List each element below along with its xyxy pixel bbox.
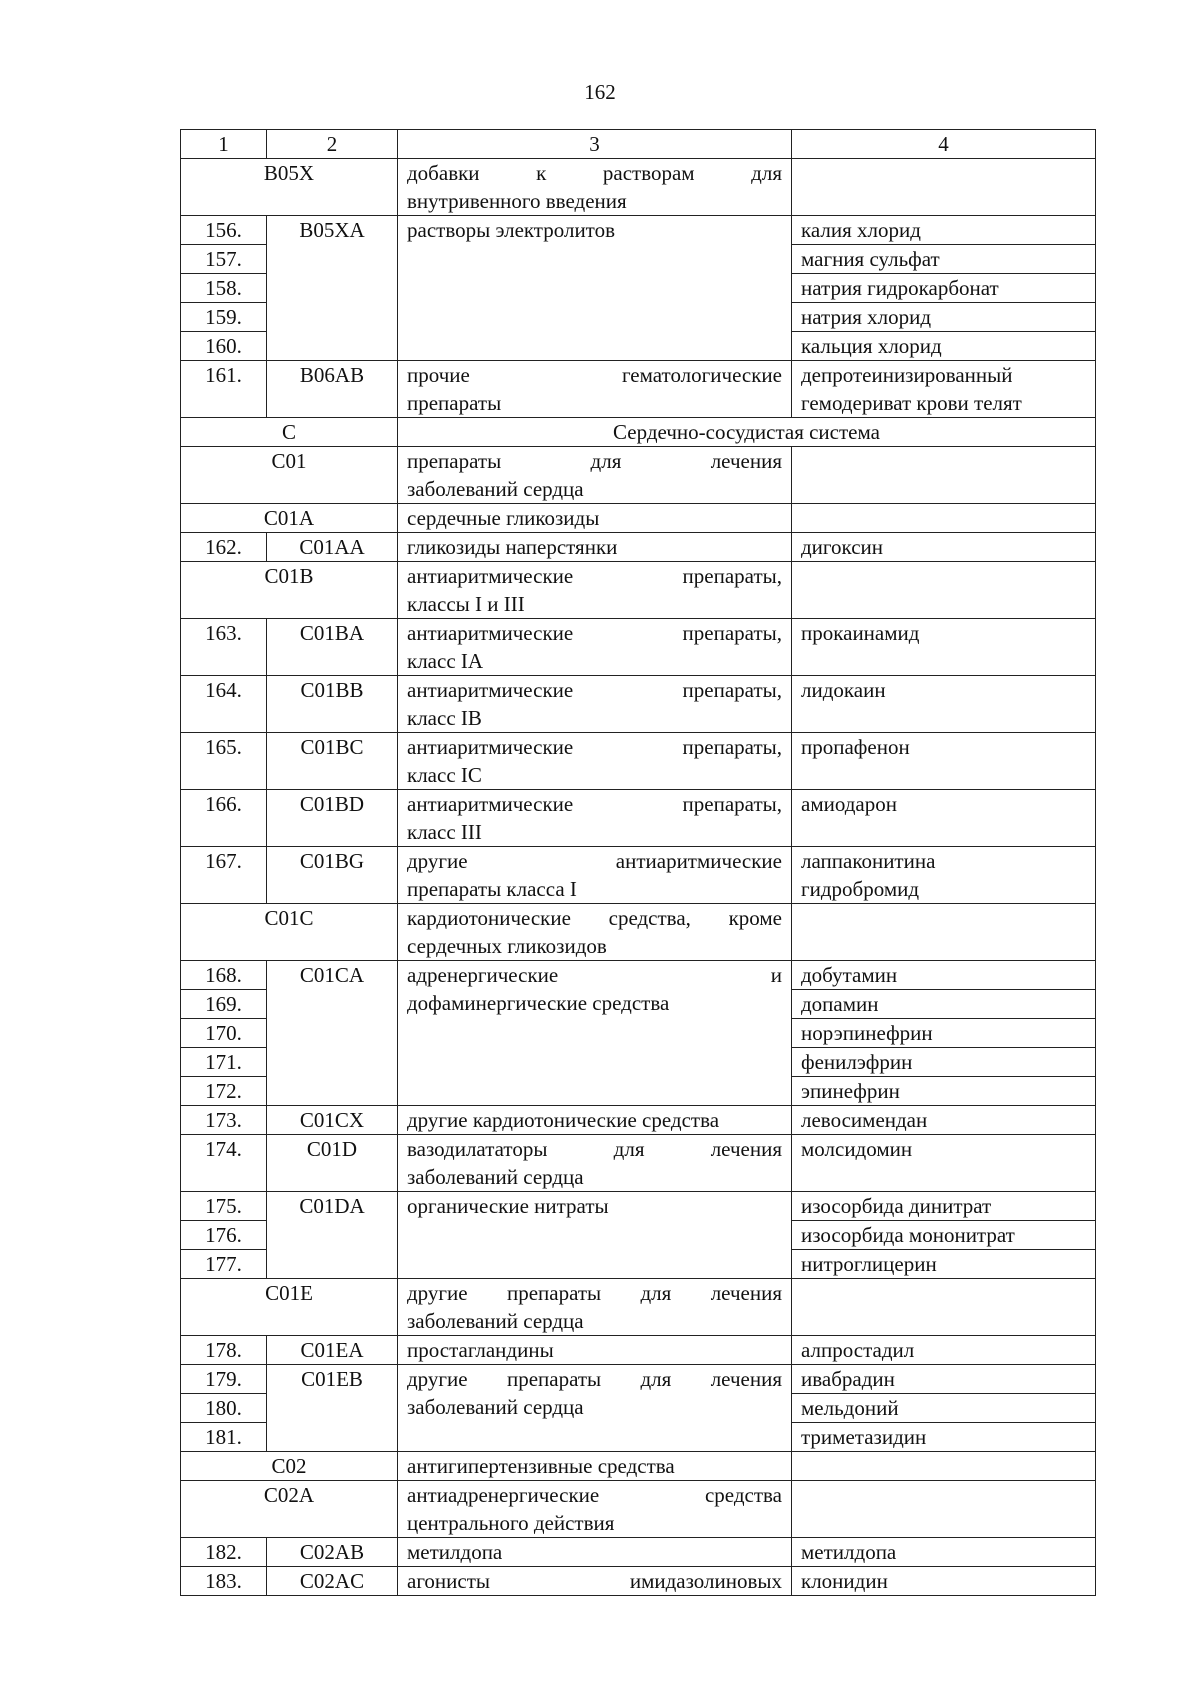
atc-description: антиаритмические препараты, классы I и III: [398, 562, 792, 619]
drug-name: левосимендан: [792, 1106, 1096, 1135]
drug-name: [792, 1452, 1096, 1481]
drug-name: мельдоний: [792, 1394, 1096, 1423]
table-row: [181, 790, 1096, 847]
row-number: 159.: [181, 303, 267, 332]
header-col-1: 1: [181, 130, 267, 159]
table-row: [181, 447, 1096, 504]
table-row: [181, 504, 1096, 533]
drug-name: [792, 904, 1096, 961]
drug-name: депротеинизированный гемодериват крови телят: [792, 361, 1096, 418]
row-number: 173.: [181, 1106, 267, 1135]
atc-description: агонисты имидазолиновых: [398, 1567, 792, 1596]
atc-description: кардиотонические средства, кроме сердечных гликозидов: [398, 904, 792, 961]
atc-description: простагландины: [398, 1336, 792, 1365]
drug-name: [792, 159, 1096, 216]
atc-code: C01BA: [267, 619, 398, 676]
row-number: 157.: [181, 245, 267, 274]
table-row: [181, 533, 1096, 562]
drug-name: [792, 504, 1096, 533]
drug-name: калия хлорид: [792, 216, 1096, 245]
table-row: [181, 1279, 1096, 1336]
row-number: 156.: [181, 216, 267, 245]
drug-name: [792, 1481, 1096, 1538]
drug-name: нитроглицерин: [792, 1250, 1096, 1279]
row-number: 183.: [181, 1567, 267, 1596]
drug-name: кальция хлорид: [792, 332, 1096, 361]
atc-description: антиаритмические препараты, класс III: [398, 790, 792, 847]
table-row: [181, 1365, 1096, 1394]
atc-description: другие препараты для лечения заболеваний сердца: [398, 1365, 792, 1452]
row-number: 161.: [181, 361, 267, 418]
atc-description: антиаритмические препараты, класс IA: [398, 619, 792, 676]
table-row: [181, 676, 1096, 733]
atc-code: C01D: [267, 1135, 398, 1192]
drug-name: дигоксин: [792, 533, 1096, 562]
drug-name: [792, 562, 1096, 619]
atc-code: C02: [181, 1452, 398, 1481]
table-row: [181, 1481, 1096, 1538]
atc-code: C01A: [181, 504, 398, 533]
drug-name: пропафенон: [792, 733, 1096, 790]
table-row: [181, 562, 1096, 619]
drug-name: ивабрадин: [792, 1365, 1096, 1394]
table-row: [181, 1135, 1096, 1192]
atc-description: антиаритмические препараты, класс IB: [398, 676, 792, 733]
atc-code: B06AB: [267, 361, 398, 418]
row-number: 172.: [181, 1077, 267, 1106]
drug-name: клонидин: [792, 1567, 1096, 1596]
drug-name: метилдопа: [792, 1538, 1096, 1567]
row-number: 164.: [181, 676, 267, 733]
header-col-2: 2: [267, 130, 398, 159]
atc-description: другие кардиотонические средства: [398, 1106, 792, 1135]
row-number: 178.: [181, 1336, 267, 1365]
atc-code: C02AC: [267, 1567, 398, 1596]
drug-name: добутамин: [792, 961, 1096, 990]
row-number: 179.: [181, 1365, 267, 1394]
row-number: 166.: [181, 790, 267, 847]
drug-name: [792, 447, 1096, 504]
atc-description: вазодилататоры для лечения заболеваний сердца: [398, 1135, 792, 1192]
atc-description: гликозиды наперстянки: [398, 533, 792, 562]
table-row: [181, 904, 1096, 961]
atc-code: C02AB: [267, 1538, 398, 1567]
atc-description: адренергические и дофаминергические средства: [398, 961, 792, 1106]
atc-description: растворы электролитов: [398, 216, 792, 361]
row-number: 169.: [181, 990, 267, 1019]
row-number: 168.: [181, 961, 267, 990]
table-row: [181, 733, 1096, 790]
row-number: 181.: [181, 1423, 267, 1452]
section-title: Сердечно-сосудистая система: [398, 418, 1096, 447]
drug-name: магния сульфат: [792, 245, 1096, 274]
atc-description: прочие гематологические препараты: [398, 361, 792, 418]
table-row: [181, 847, 1096, 904]
atc-code: B05X: [181, 159, 398, 216]
row-number: 175.: [181, 1192, 267, 1221]
drug-name: изосорбида динитрат: [792, 1192, 1096, 1221]
atc-code: C: [181, 418, 398, 447]
atc-code: C01BB: [267, 676, 398, 733]
drug-name: эпинефрин: [792, 1077, 1096, 1106]
atc-description: антигипертензивные средства: [398, 1452, 792, 1481]
atc-code: C01DA: [267, 1192, 398, 1279]
drug-name: натрия хлорид: [792, 303, 1096, 332]
atc-description: антиадренергические средства центрального действия: [398, 1481, 792, 1538]
header-col-4: 4: [792, 130, 1096, 159]
row-number: 180.: [181, 1394, 267, 1423]
atc-description: антиаритмические препараты, класс IC: [398, 733, 792, 790]
atc-description: препараты для лечения заболеваний сердца: [398, 447, 792, 504]
drug-name: фенилэфрин: [792, 1048, 1096, 1077]
atc-code: C01C: [181, 904, 398, 961]
atc-code: C01EA: [267, 1336, 398, 1365]
row-number: 177.: [181, 1250, 267, 1279]
row-number: 163.: [181, 619, 267, 676]
atc-description: метилдопа: [398, 1538, 792, 1567]
drug-name: лаппаконитина гидробромид: [792, 847, 1096, 904]
row-number: 160.: [181, 332, 267, 361]
atc-code: C01BC: [267, 733, 398, 790]
table-row: [181, 1538, 1096, 1567]
drug-name: норэпинефрин: [792, 1019, 1096, 1048]
drug-name: натрия гидрокарбонат: [792, 274, 1096, 303]
atc-code: C01B: [181, 562, 398, 619]
atc-code: C01BG: [267, 847, 398, 904]
drug-name: прокаинамид: [792, 619, 1096, 676]
table-row: [181, 361, 1096, 418]
drug-name: лидокаин: [792, 676, 1096, 733]
drug-name: алпростадил: [792, 1336, 1096, 1365]
drug-name: амиодарон: [792, 790, 1096, 847]
table-row: [181, 1336, 1096, 1365]
drug-name: [792, 1279, 1096, 1336]
row-number: 171.: [181, 1048, 267, 1077]
drug-name: триметазидин: [792, 1423, 1096, 1452]
table-row: [181, 1567, 1096, 1596]
table-row: [181, 1106, 1096, 1135]
row-number: 174.: [181, 1135, 267, 1192]
atc-code: C01CX: [267, 1106, 398, 1135]
row-number: 162.: [181, 533, 267, 562]
row-number: 176.: [181, 1221, 267, 1250]
atc-code: C01CA: [267, 961, 398, 1106]
atc-description: другие препараты для лечения заболеваний сердца: [398, 1279, 792, 1336]
page-number: 162: [584, 80, 616, 104]
atc-description: добавки к растворам для внутривенного введения: [398, 159, 792, 216]
table-row: [181, 159, 1096, 216]
table-row: [181, 418, 1096, 447]
atc-description: сердечные гликозиды: [398, 504, 792, 533]
table-row: [181, 1452, 1096, 1481]
atc-code: C01E: [181, 1279, 398, 1336]
row-number: 170.: [181, 1019, 267, 1048]
table-header-row: [181, 130, 1096, 159]
atc-code: C02A: [181, 1481, 398, 1538]
header-col-3: 3: [398, 130, 792, 159]
atc-description: органические нитраты: [398, 1192, 792, 1279]
drug-name: допамин: [792, 990, 1096, 1019]
drug-name: молсидомин: [792, 1135, 1096, 1192]
row-number: 182.: [181, 1538, 267, 1567]
atc-code: B05XA: [267, 216, 398, 361]
table-row: [181, 619, 1096, 676]
table-row: [181, 961, 1096, 990]
row-number: 165.: [181, 733, 267, 790]
row-number: 167.: [181, 847, 267, 904]
atc-code: C01BD: [267, 790, 398, 847]
atc-code: C01EB: [267, 1365, 398, 1452]
atc-code: C01: [181, 447, 398, 504]
table-row: [181, 216, 1096, 245]
atc-code: C01AA: [267, 533, 398, 562]
drug-classification-table: [180, 129, 1096, 1596]
atc-description: другие антиаритмические препараты класса I: [398, 847, 792, 904]
row-number: 158.: [181, 274, 267, 303]
drug-name: изосорбида мононитрат: [792, 1221, 1096, 1250]
table-row: [181, 1192, 1096, 1221]
